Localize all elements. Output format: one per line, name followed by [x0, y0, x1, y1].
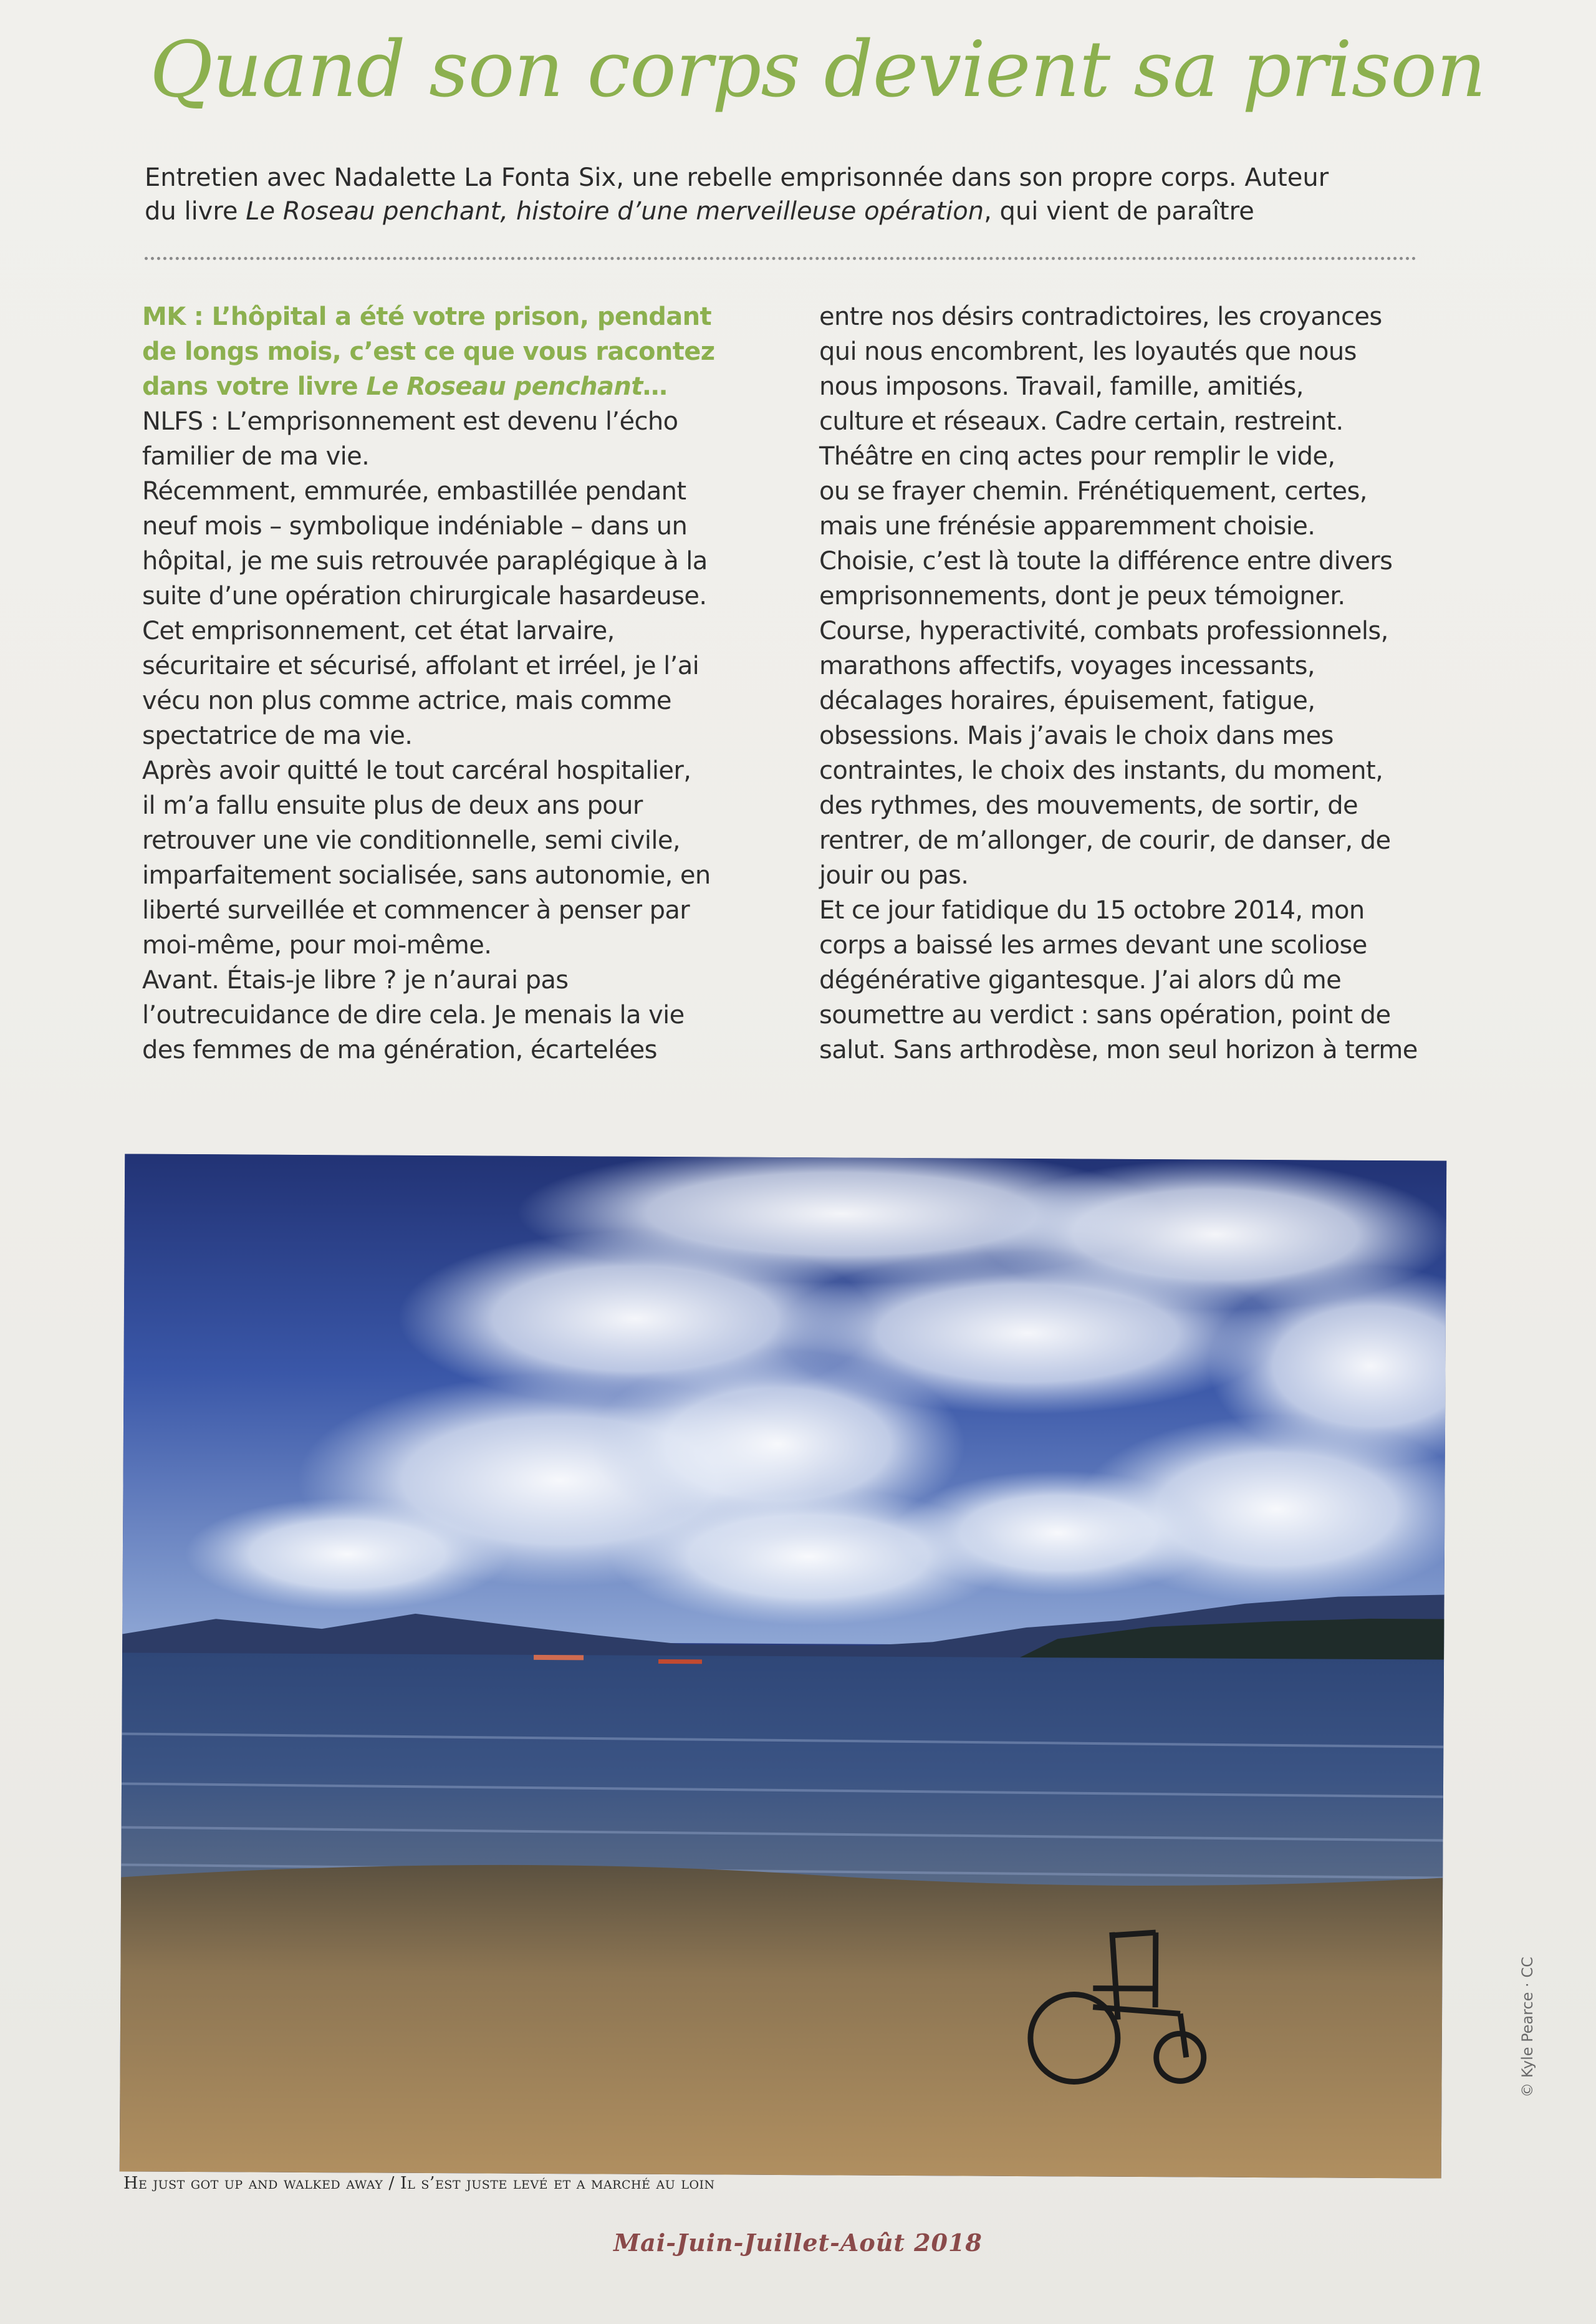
intro-line-2 [145, 195, 1441, 228]
answer-line: rentrer, de m’allonger, de courir, de danser, de [819, 826, 1391, 855]
answer-line: Théâtre en cinq actes pour remplir le vide, [819, 442, 1335, 471]
answer-line: obsessions. Mais j’avais le choix dans mes [819, 721, 1334, 750]
answer-line: neuf mois – symbolique indéniable – dans un [142, 512, 688, 541]
question-book-title: Le Roseau penchant [366, 372, 643, 401]
answer-line: Récemment, emmurée, embastillée pendant [142, 477, 686, 506]
answer-line: vécu non plus comme actrice, mais comme [142, 687, 671, 715]
answer-line: liberté surveillée et commencer à penser par [142, 896, 690, 925]
answer-line: imparfaitement socialisée, sans autonomie, en [142, 861, 711, 890]
interview-question-line-1: MK : L’hôpital a été votre prison, pendant [142, 302, 712, 331]
answer-line: mais une frénésie apparemment choisie. [819, 512, 1315, 541]
answer-line: Cet emprisonnement, cet état larvaire, [142, 617, 615, 645]
answer-line: Et ce jour fatidique du 15 octobre 2014, mon [819, 896, 1365, 925]
answer-line: Choisie, c’est là toute la différence entre divers [819, 547, 1393, 576]
photo-caption: He just got up and walked away / Il s’est juste levé et a marché au loin [123, 2174, 715, 2193]
answer-line: suite d’une opération chirurgicale hasardeuse. [142, 582, 707, 610]
intro-line-1: Entretien avec Nadalette La Fonta Six, une rebelle emprisonnée dans son propre corps. Auteur [145, 163, 1329, 192]
answer-line: qui nous encombrent, les loyautés que nous [819, 337, 1357, 366]
dotted-divider [145, 257, 1416, 260]
answer-line: dégénérative gigantesque. J’ai alors dû me [819, 966, 1342, 995]
answer-line: soumettre au verdict : sans opération, point de [819, 1001, 1391, 1029]
article-intro [145, 161, 1441, 228]
photo-illustration [120, 1154, 1447, 2178]
answer-line: Course, hyperactivité, combats professionnels, [819, 617, 1388, 645]
left-column [142, 299, 766, 1068]
answer-line: retrouver une vie conditionnelle, semi civile, [142, 826, 680, 855]
answer-line: entre nos désirs contradictoires, les croyances [819, 302, 1382, 331]
interview-question-line-3 [142, 369, 766, 404]
answer-line: des femmes de ma génération, écartelées [142, 1036, 657, 1064]
answer-line: contraintes, le choix des instants, du moment, [819, 756, 1383, 785]
photo-credit: © Kyle Pearce · CC [1519, 1957, 1536, 2098]
question-line-3-start: dans votre livre [142, 372, 367, 401]
answer-line: emprisonnements, dont je peux témoigner. [819, 582, 1345, 610]
answer-line: hôpital, je me suis retrouvée paraplégique à la [142, 547, 708, 576]
answer-line: corps a baissé les armes devant une scoliose [819, 931, 1367, 960]
beach-wheelchair-photo [120, 1154, 1447, 2178]
right-column [819, 299, 1436, 1068]
question-line-3-end: … [642, 372, 668, 401]
interview-question-line-2: de longs mois, c’est ce que vous racontez [142, 337, 715, 366]
answer-line: salut. Sans arthrodèse, mon seul horizon à terme [819, 1036, 1418, 1064]
answer-line: Avant. Étais-je libre ? je n’aurai pas [142, 966, 569, 995]
answer-line: culture et réseaux. Cadre certain, restreint. [819, 407, 1344, 436]
intro-line-2-end: , qui vient de paraître [984, 197, 1254, 226]
answer-line: ou se frayer chemin. Frénétiquement, certes, [819, 477, 1367, 506]
answer-line: NLFS : L’emprisonnement est devenu l’écho [142, 407, 678, 436]
answer-line: des rythmes, des mouvements, de sortir, de [819, 791, 1358, 820]
intro-book-title: Le Roseau penchant, histoire d’une merveilleuse opération [246, 197, 984, 226]
answer-line: spectatrice de ma vie. [142, 721, 413, 750]
answer-line: nous imposons. Travail, famille, amitiés, [819, 372, 1304, 401]
answer-line: l’outrecuidance de dire cela. Je menais la vie [142, 1001, 685, 1029]
article-title: Quand son corps devient sa prison [150, 25, 1486, 115]
answer-line: Après avoir quitté le tout carcéral hospitalier, [142, 756, 691, 785]
intro-line-2-start: du livre [145, 197, 246, 226]
answer-line: marathons affectifs, voyages incessants, [819, 652, 1315, 680]
answer-line: décalages horaires, épuisement, fatigue, [819, 687, 1315, 715]
issue-footer: Mai-Juin-Juillet-Août 2018 [613, 2229, 983, 2257]
answer-line: familier de ma vie. [142, 442, 370, 471]
answer-line: moi-même, pour moi-même. [142, 931, 492, 960]
answer-line: sécuritaire et sécurisé, affolant et irréel, je l’ai [142, 652, 699, 680]
answer-line: jouir ou pas. [819, 861, 969, 890]
answer-line: il m’a fallu ensuite plus de deux ans pour [142, 791, 643, 820]
